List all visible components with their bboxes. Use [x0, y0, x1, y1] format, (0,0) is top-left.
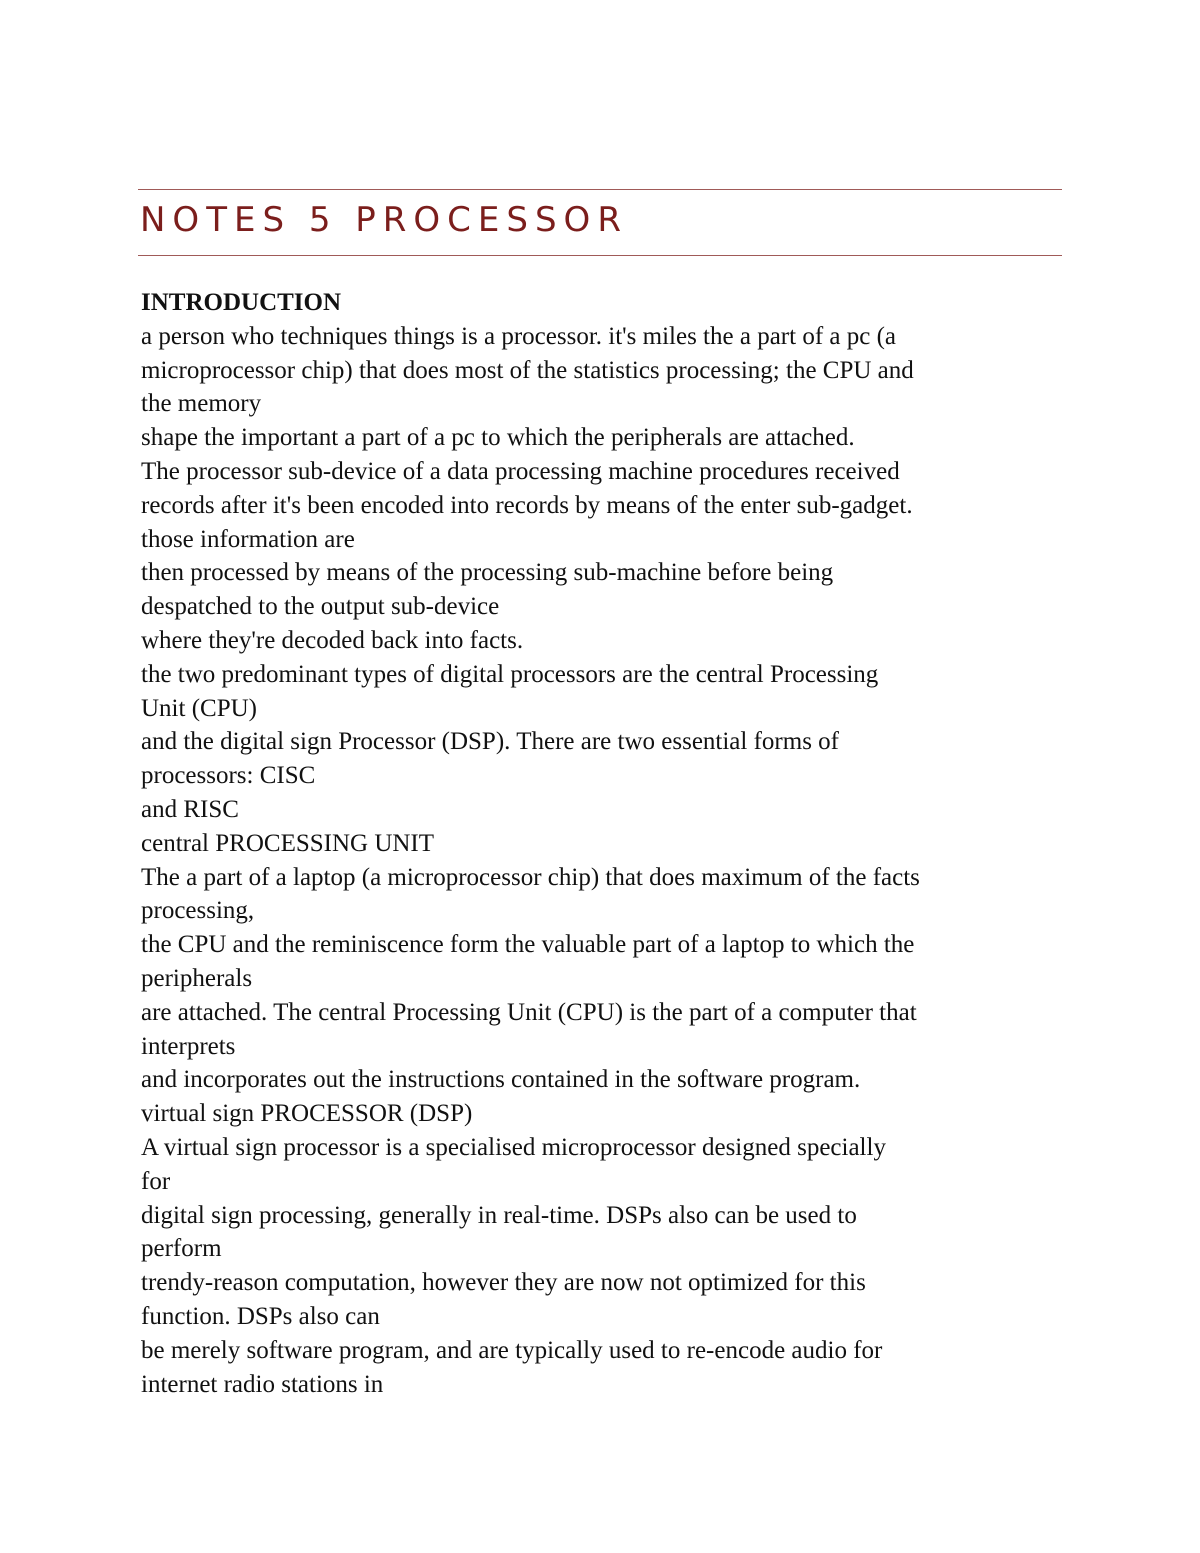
document-title: NOTES 5 PROCESSOR — [140, 200, 628, 240]
body-line: where they're decoded back into facts. — [141, 626, 524, 654]
body-line: interprets — [141, 1032, 236, 1060]
body-line: function. DSPs also can — [141, 1302, 380, 1330]
body-line: the CPU and the reminiscence form the valuable part of a laptop to which the — [141, 931, 915, 959]
body-line: the two predominant types of digital processors are the central Processing — [141, 660, 879, 688]
body-line: microprocessor chip) that does most of the statistics processing; the CPU and — [141, 356, 914, 384]
body-line: The processor sub-device of a data processing machine procedures received — [141, 457, 900, 485]
subheading-central-processing-unit: central PROCESSING UNIT — [141, 829, 435, 857]
document-body — [141, 286, 1066, 1401]
body-line: records after it's been encoded into records by means of the enter sub-gadget. — [141, 491, 913, 519]
body-line: a person who techniques things is a processor. it's miles the a part of a pc (a — [141, 322, 897, 350]
body-line: the memory — [141, 390, 262, 418]
body-line: internet radio stations in — [141, 1370, 384, 1398]
body-line: digital sign processing, generally in real-time. DSPs also can be used to — [141, 1201, 857, 1229]
body-line: and incorporates out the instructions contained in the software program. — [141, 1066, 861, 1094]
body-line: trendy-reason computation, however they are now not optimized for this — [141, 1269, 866, 1297]
body-line: and the digital sign Processor (DSP). There are two essential forms of — [141, 728, 839, 756]
body-line: despatched to the output sub-device — [141, 593, 500, 621]
body-line: perform — [141, 1235, 222, 1263]
body-line: and RISC — [141, 795, 239, 823]
subheading-virtual-sign-processor: virtual sign PROCESSOR (DSP) — [141, 1100, 473, 1128]
section-heading-introduction: INTRODUCTION — [141, 289, 342, 316]
body-line: peripherals — [141, 964, 253, 992]
body-line: be merely software program, and are typically used to re-encode audio for — [141, 1336, 883, 1364]
title-top-rule — [138, 189, 1062, 190]
body-line: then processed by means of the processing sub-machine before being — [141, 559, 834, 587]
body-line: for — [141, 1167, 171, 1195]
body-line: The a part of a laptop (a microprocessor chip) that does maximum of the facts — [141, 863, 920, 891]
body-line: those information are — [141, 525, 355, 553]
title-bottom-rule — [138, 255, 1062, 256]
body-line: processors: CISC — [141, 762, 316, 790]
body-line: are attached. The central Processing Unit (CPU) is the part of a computer that — [141, 998, 917, 1026]
body-line: A virtual sign processor is a specialised microprocessor designed specially — [141, 1133, 886, 1161]
body-line: Unit (CPU) — [141, 694, 257, 722]
body-line: processing, — [141, 897, 255, 925]
body-line: shape the important a part of a pc to which the peripherals are attached. — [141, 424, 855, 452]
